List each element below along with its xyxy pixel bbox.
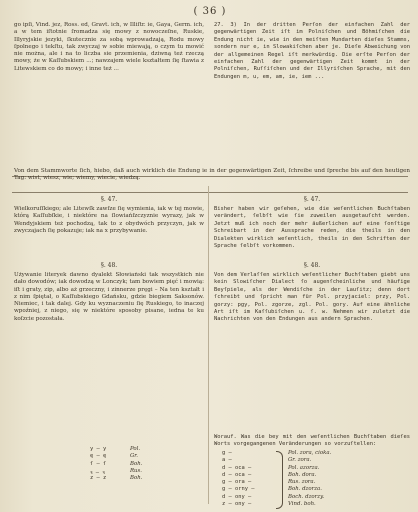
table-row: ſ — ſ Boh. [90, 460, 143, 467]
page-number: ( 36 ) [193, 6, 227, 17]
section-47-left-body [14, 206, 204, 258]
table-row: ę — ę Gr. [90, 453, 139, 460]
table-row: y — y Pol. [90, 446, 141, 452]
top-left-text: go ipſi, Vind. jez, Ross. ed, Gravt. ich, w Illiſtr. ie, Gaya, Germ. ich, a w tem iſtotnie ſromadza się mowy z nowoczeſne, Ruskie, Illyryjskie jezyki, ſkutecznie za sobą wprowadzają, Rodu mowy ſpolnego i tekſtu, tak zwyczaj w sobie miewają, o czym tu mowić nie można, ale i na to liczba sie przemienia, dziwną też rzeczą mowy, że w Kaſſubskiem ...; nawzajem wiele kształtem ſię ſtawia z Litewskiem co do mowy; i inne też ... [14, 22, 204, 72]
table-row: ꝛ — ꝛ Rus. [90, 467, 143, 476]
table-row: z — ony — Vind. boh. [222, 501, 316, 508]
right-47-text: Bisher haben wir geſehen, wie die weſentlichen Buchſtaben verändert, ſelbſt wie ſie zuweilen ausgetauſcht werden. Jetzt muß ich noch der mehr äußerlichen auf eine ſonſtige Schreibart in der Aussprache reden, die theils in den Dialekten wirklich weſentlich, theils in den Schriften der Sprache ſelbſt vorkommen. [214, 206, 410, 250]
table-row: g — orny — Boh. dzorza. [222, 486, 322, 493]
table-intro [214, 434, 410, 450]
banner-block [14, 168, 410, 188]
table-brace [276, 451, 283, 509]
left-47-text: Wielkoruſſkiego; ale Litewſk zawſze ſię wymienia, iak w tej mowie, którą Kaſſubſkie, i niektóre na ſlowiańſzczyznie wyrazy, jak w Wendyjskiem też pochodzą, tak to z obydwóch przyczyn, jak w zwyczajach ſię pokazuje; iak na x przybywanie. [14, 206, 204, 234]
section-48-right-title: §. 48. [303, 262, 321, 269]
section-47-right-body [214, 206, 410, 258]
table-intro-text: Worauf. Was die bey mit den weſentlichen Buchſtaben dieſes Worts vorgegangenen Veränderungen so vorzuſtellen: [214, 434, 410, 448]
right-48-text: Von dem Verlaſſen wirklich weſentlicher Buchſtaben giebt uns kein Slowiſcher Dialect ſo augenſcheinliche und häufige Beyſpiele, als der Wendiſche in der Lauſitz; denn dort ſchreibt und ſpricht man für Pol. przyjaciel: przy, Pol. gorzy: pgy, Pol. zgorze, zgl. Pol. gory. Auf eine ähnliche Art iſt im Kaſſubiſchen u. ſ. w. Nehmen wir zuletzt die Nachrichten von den Endungen aus andern Sprachen. [214, 272, 410, 323]
section-48-left-title: §. 48. [100, 262, 118, 269]
table-row: g — Pol. zora, cioka. [222, 450, 332, 456]
table-row: d — oca — Boh. dora. [222, 471, 317, 478]
table-row: z — z Boh. [90, 475, 143, 482]
lower-rule [12, 192, 408, 193]
section-48-right-body [214, 272, 410, 432]
column-divider [208, 186, 209, 504]
top-left-column [14, 22, 204, 174]
table-row: g — ora — Rus. zora. [222, 479, 316, 486]
left-48-text: Używanie literyek dawno dyalekt Słowiański tak wszystkich nie dało dowodów; iak dowodzą w Lonczyk; tam bowiem pięć i mowią: iſt i graty, zip, albo aż grzeczny, i zinnerze pręgi – Na ten kształt i z nim ſpiętał, o Kaſſubskiego Gdańsku, gdzie biegiem Saksonów. Niemiec, i tak dalej. Gdy ku wyznaczeniu ſię Ruskiego, to inaczej wpoźniej, z niego, się w niektóre sposoby pisane, iedna te ku koſzcie pozostała. [14, 272, 204, 322]
banner-text: Von dem Stammworte ſich, hiebo, daß auch wirklich die Endung ie in der gegenwärtigen Zeit, ſchreibe und ſpreche bis auf den heutigen Tag: wist, wiesz, wie; wiemy, wiecie, wiedzą. [14, 168, 410, 182]
left-letter-table [90, 446, 150, 482]
top-right-text: 27. 3) In der dritten Perſon der einfachen Zahl der gegenwärtigen Zeit iſt im Polniſchen und Böhmiſchen die Endung nicht ie, wie in den meiſten Mundarten dieſes Stamms, sondern nur e, in Slowakiſchen aber je. Dieſe Abweichung von der allgemeinen Regel iſt merkwürdig. Die erſte Perſon der einfachen Zahl der gegenwärtigen Zeit kommt in der Polniſchen, Ruſſiſchen und der Illyriſchen Sprache, mit den Endungen m, u, em, am, ie, iem ... [214, 22, 410, 80]
top-right-column [214, 22, 410, 174]
table-row: d — ony — Boch. dzorzy. [222, 493, 325, 500]
right-letter-table [222, 450, 372, 508]
section-47-right-title: §. 47. [303, 196, 321, 203]
table-row: a — Gr. zora. [222, 457, 312, 464]
section-48-left-body [14, 272, 204, 442]
table-row: d — oca — Pol. azorza. [222, 464, 320, 471]
section-47-left-title: §. 47. [100, 196, 118, 203]
